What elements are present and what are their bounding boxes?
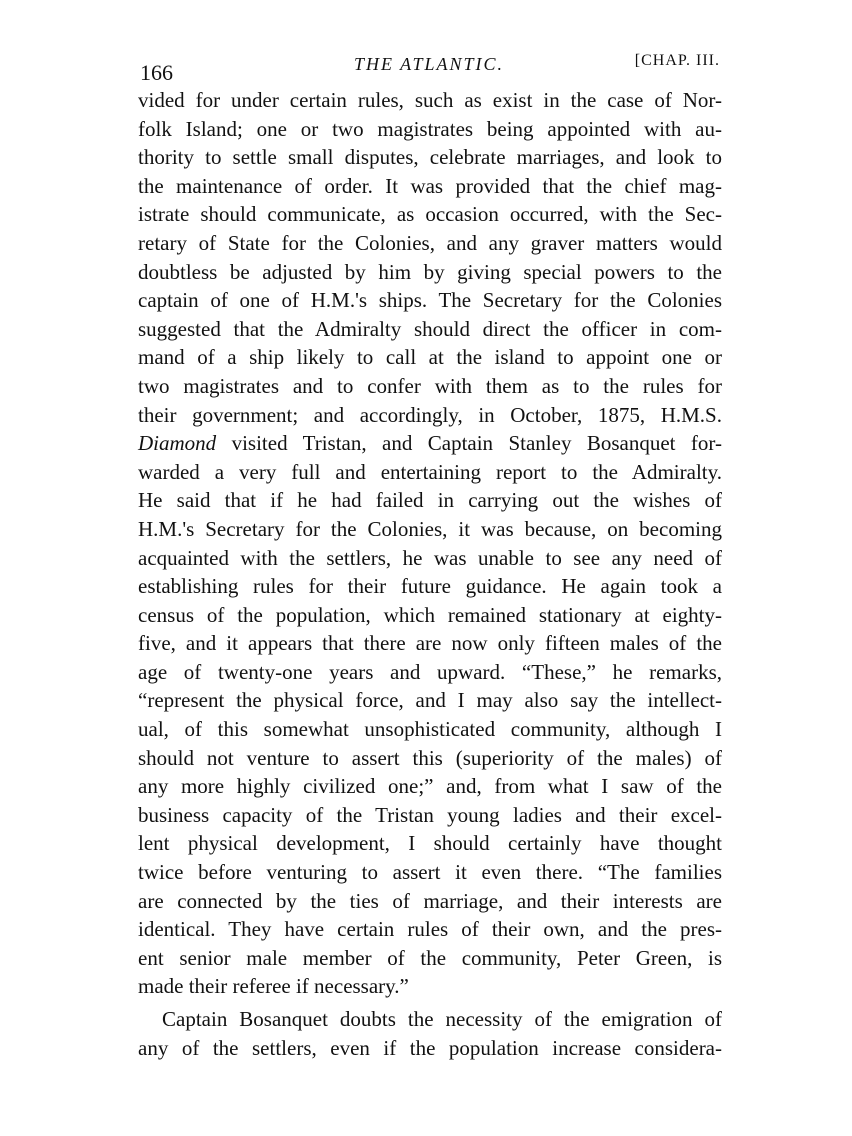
text-line: acquainted with the settlers, he was unable to see any need of (138, 545, 722, 570)
text-line: suggested that the Admiralty should direct the officer in com- (138, 316, 722, 341)
text-line: doubtless be adjusted by him by giving special powers to the (138, 259, 722, 284)
text-line: folk Island; one or two magistrates being appointed with au- (138, 116, 722, 141)
text-line: mand of a ship likely to call at the island to appoint one or (138, 345, 722, 370)
text-line: business capacity of the Tristan young ladies and their excel- (138, 802, 722, 827)
text-line: their government; and accordingly, in October, 1875, H.M.S. (138, 402, 722, 427)
text-line: census of the population, which remained stationary at eighty- (138, 602, 722, 627)
text-line: twice before venturing to assert it even there. “The families (138, 860, 722, 885)
text-line: H.M.'s Secretary for the Colonies, it was because, on becoming (138, 516, 722, 541)
text-line: captain of one of H.M.'s ships. The Secretary for the Colonies (138, 288, 722, 313)
text-line: made their referee if necessary.” (138, 974, 409, 999)
ship-name: Diamond (138, 431, 217, 456)
text-line: five, and it appears that there are now only fifteen males of the (138, 631, 722, 656)
text-line: He said that if he had failed in carrying out the wishes of (138, 488, 722, 513)
text-line: istrate should communicate, as occasion occurred, with the Sec- (138, 202, 722, 227)
text-line: lent physical development, I should certainly have thought (138, 831, 722, 856)
text-line-rest: visited Tristan, and Captain Stanley Bosanquet for- (216, 431, 722, 456)
text-line: two magistrates and to confer with them as to the rules for (138, 373, 722, 398)
paragraph (138, 1005, 722, 1062)
text-line: establishing rules for their future guidance. He again took a (138, 574, 722, 599)
text-line: “represent the physical force, and I may also say the intellect- (138, 688, 722, 713)
text-line: retary of State for the Colonies, and any graver matters would (138, 230, 722, 255)
text-line: thority to settle small disputes, celebrate marriages, and look to (138, 145, 722, 170)
text-line: vided for under certain rules, such as exist in the case of Nor- (138, 88, 722, 112)
text-line: any of the settlers, even if the population increase considera- (138, 1035, 722, 1060)
text-line (138, 429, 722, 458)
running-head (140, 50, 720, 85)
text-line: the maintenance of order. It was provided that the chief mag- (138, 173, 722, 198)
text-line: should not venture to assert this (superiority of the males) of (138, 745, 722, 770)
text-line: ual, of this somewhat unsophisticated community, although I (138, 717, 722, 742)
paragraph (138, 86, 722, 1001)
text-line: Captain Bosanquet doubts the necessity of the emigration of (162, 1007, 722, 1031)
text-line: ent senior male member of the community, Peter Green, is (138, 945, 722, 970)
text-line: age of twenty-one years and upward. “These,” he remarks, (138, 659, 722, 684)
chapter-reference: [CHAP. III. (634, 52, 720, 69)
running-title: THE ATLANTIC. (354, 54, 505, 74)
text-line: identical. They have certain rules of their own, and the pres- (138, 917, 722, 942)
page-number: 166 (140, 60, 173, 85)
body-text (138, 86, 722, 1062)
text-line: warded a very full and entertaining report to the Admiralty. (138, 459, 722, 484)
text-line: any more highly civilized one;” and, from what I saw of the (138, 774, 722, 799)
text-line: are connected by the ties of marriage, and their interests are (138, 888, 722, 913)
